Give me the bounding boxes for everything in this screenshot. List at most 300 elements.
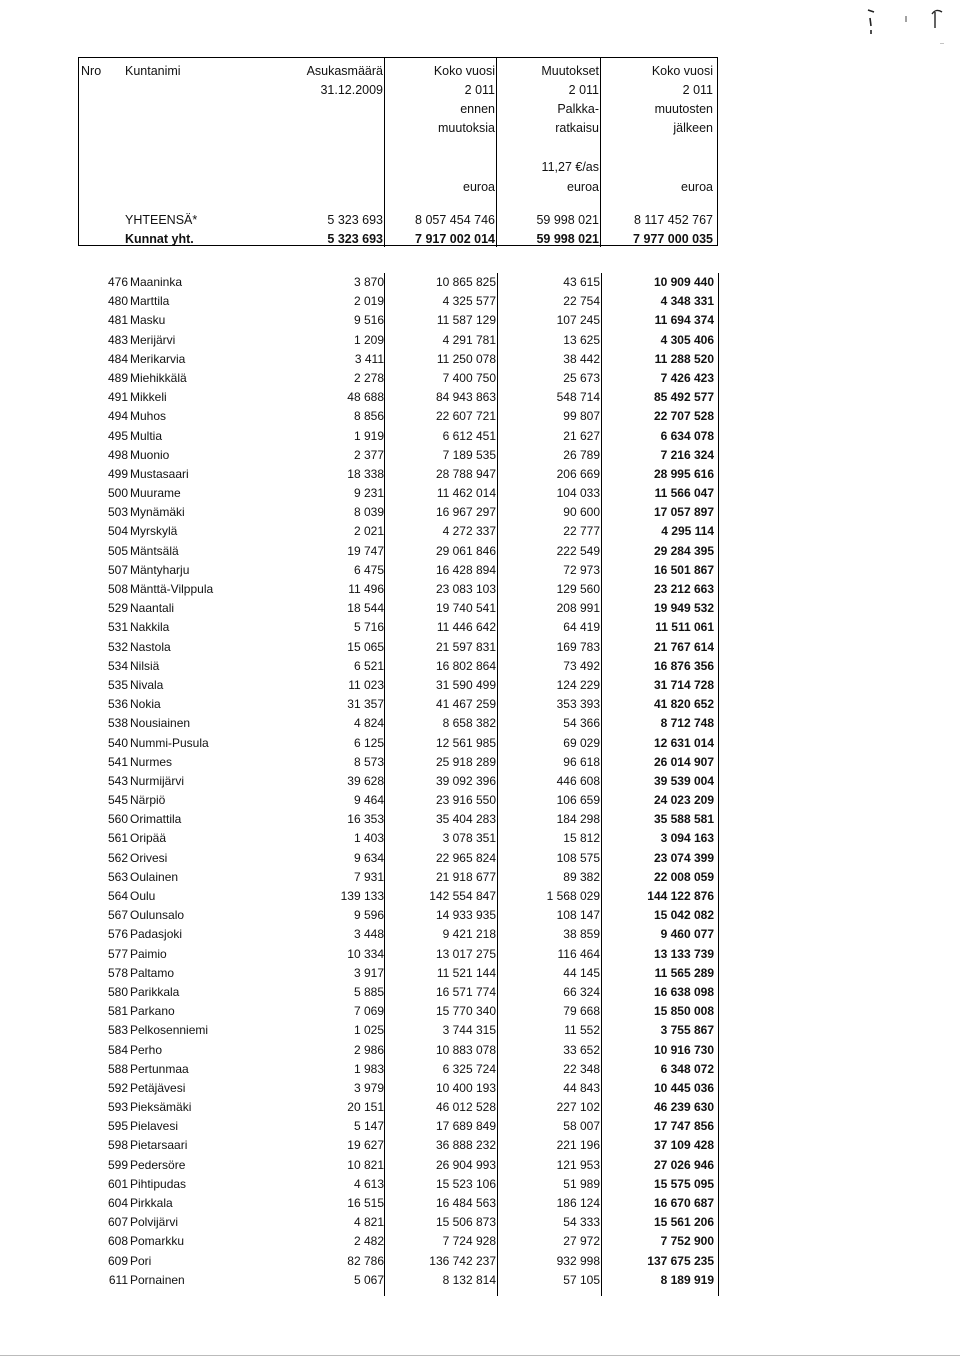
change-cell: 169 783 <box>556 639 600 654</box>
header-after-line3: muutosten <box>654 102 713 116</box>
header-after-line1: Koko vuosi <box>651 64 713 78</box>
population-cell: 2 021 <box>353 524 384 539</box>
amount-after-cell: 16 876 356 <box>653 658 714 673</box>
municipality-number: 534 <box>107 658 128 673</box>
amount-before-cell: 3 744 315 <box>442 1023 496 1038</box>
amount-after-cell: 85 492 577 <box>653 390 714 405</box>
municipality-name: Marttila <box>130 294 170 309</box>
change-cell: 25 673 <box>563 370 600 385</box>
header-koko-unit: euroa <box>463 180 495 194</box>
population-cell: 18 338 <box>347 466 384 481</box>
change-cell: 44 145 <box>563 965 600 980</box>
table-row <box>78 638 718 657</box>
table-row <box>78 791 718 810</box>
table-row <box>78 273 718 292</box>
change-cell: 108 147 <box>556 908 600 923</box>
change-cell: 38 859 <box>563 927 600 942</box>
municipality-name: Nastola <box>130 639 171 654</box>
population-cell: 1 209 <box>353 332 384 347</box>
amount-before-cell: 15 770 340 <box>435 1004 496 1019</box>
amount-before-cell: 10 883 078 <box>435 1042 496 1057</box>
municipality-name: Oulunsalo <box>130 908 185 923</box>
change-cell: 90 600 <box>563 505 600 520</box>
municipality-name: Merikarvia <box>130 351 186 366</box>
amount-after-cell: 21 767 614 <box>653 639 714 654</box>
table-row <box>78 925 718 944</box>
amount-after-cell: 41 820 652 <box>653 697 714 712</box>
table-row <box>78 868 718 887</box>
municipality-name: Polvijärvi <box>130 1215 179 1230</box>
amount-after-cell: 10 916 730 <box>653 1042 714 1057</box>
table-row <box>78 542 718 561</box>
population-cell: 31 357 <box>347 697 384 712</box>
header-asukasmaara: Asukasmäärä <box>306 64 383 78</box>
municipality-number: 535 <box>107 677 128 692</box>
amount-after-cell: 4 348 331 <box>660 294 714 309</box>
amount-after-cell: 4 305 406 <box>660 332 714 347</box>
population-cell: 6 475 <box>353 562 384 577</box>
population-cell: 5 067 <box>353 1272 384 1287</box>
change-cell: 11 552 <box>564 1023 600 1038</box>
municipality-number: 532 <box>107 639 128 654</box>
amount-after-cell: 24 023 209 <box>653 793 714 808</box>
change-cell: 116 464 <box>557 946 600 961</box>
amount-after-cell: 11 511 061 <box>655 620 714 635</box>
population-cell: 5 885 <box>353 984 384 999</box>
change-cell: 184 298 <box>556 812 600 827</box>
table-row <box>78 714 718 733</box>
change-cell: 227 102 <box>556 1100 600 1115</box>
header-after-line4: jälkeen <box>673 121 713 135</box>
municipality-number: 483 <box>107 332 128 347</box>
amount-after-cell: 7 426 423 <box>660 370 714 385</box>
municipality-number: 545 <box>107 793 128 808</box>
population-cell: 4 824 <box>353 716 384 731</box>
change-cell: 1 568 029 <box>546 889 600 903</box>
amount-before-cell: 8 132 814 <box>442 1272 496 1287</box>
municipality-name: Pertunmaa <box>130 1061 189 1076</box>
header-koko-line4: muutoksia <box>438 121 495 135</box>
population-cell: 39 628 <box>347 773 384 788</box>
municipality-name: Pielavesi <box>130 1119 179 1134</box>
amount-after-cell: 26 014 907 <box>653 754 714 769</box>
table-row <box>78 734 718 753</box>
change-cell: 43 615 <box>563 275 600 289</box>
amount-after-cell: 16 501 867 <box>653 562 714 577</box>
table-row <box>78 772 718 791</box>
totals-pop: 5 323 693 <box>327 213 383 227</box>
amount-after-cell: 15 850 008 <box>653 1004 714 1019</box>
municipality-number: 567 <box>107 908 128 923</box>
population-cell: 139 133 <box>340 889 384 903</box>
amount-before-cell: 3 078 351 <box>442 831 496 846</box>
amount-after-cell: 16 670 687 <box>653 1196 714 1210</box>
population-cell: 9 634 <box>353 850 384 865</box>
population-cell: 10 821 <box>347 1157 384 1172</box>
header-col-rule <box>496 58 497 247</box>
amount-before-cell: 21 597 831 <box>435 639 496 654</box>
change-cell: 22 777 <box>563 524 600 539</box>
header-after-line2: 2 011 <box>682 83 713 97</box>
municipality-number: 563 <box>107 869 128 884</box>
population-cell: 5 147 <box>353 1119 384 1134</box>
change-cell: 66 324 <box>563 984 600 999</box>
table-row <box>78 484 718 503</box>
amount-after-cell: 15 561 206 <box>653 1215 714 1230</box>
municipality-number: 578 <box>107 965 128 980</box>
population-cell: 82 786 <box>347 1253 384 1268</box>
kunnat-before: 7 917 002 014 <box>415 232 495 246</box>
population-cell: 11 496 <box>348 582 384 596</box>
municipality-name: Mänttä-Vilppula <box>130 582 214 596</box>
table-row <box>78 580 718 599</box>
change-cell: 208 991 <box>556 601 600 616</box>
municipality-name: Pornainen <box>130 1272 185 1287</box>
change-cell: 932 998 <box>556 1253 600 1268</box>
change-cell: 206 669 <box>556 466 600 481</box>
municipality-number: 504 <box>107 524 128 539</box>
amount-after-cell: 39 539 004 <box>653 773 714 788</box>
totals-change: 59 998 021 <box>536 213 599 227</box>
amount-before-cell: 11 446 642 <box>436 620 496 635</box>
table-row <box>78 1194 718 1213</box>
header-col-rule <box>384 58 385 247</box>
municipality-number: 543 <box>107 773 128 788</box>
municipality-name: Perho <box>130 1042 163 1057</box>
table-row <box>78 407 718 426</box>
municipality-name: Parkano <box>130 1004 175 1019</box>
municipality-number: 508 <box>107 582 128 596</box>
amount-before-cell: 7 400 750 <box>442 370 496 385</box>
table-row <box>78 676 718 695</box>
amount-after-cell: 4 295 114 <box>661 524 714 539</box>
municipality-number: 541 <box>107 754 128 769</box>
amount-before-cell: 9 421 218 <box>442 927 496 942</box>
municipality-name: Myrskylä <box>130 524 178 539</box>
municipality-name: Pori <box>130 1253 152 1268</box>
totals-label: YHTEENSÄ* <box>125 213 198 227</box>
population-cell: 2 986 <box>353 1042 384 1057</box>
municipality-number: 593 <box>107 1100 128 1115</box>
table-row <box>78 1136 718 1155</box>
amount-before-cell: 23 083 103 <box>435 582 496 596</box>
change-cell: 548 714 <box>556 390 600 405</box>
population-cell: 1 919 <box>353 428 384 443</box>
amount-after-cell: 6 634 078 <box>660 428 714 443</box>
population-cell: 2 278 <box>353 370 384 385</box>
municipality-name: Merijärvi <box>130 332 176 347</box>
amount-before-cell: 28 788 947 <box>435 466 496 481</box>
municipality-number: 481 <box>107 313 128 328</box>
amount-after-cell: 11 566 047 <box>654 486 714 501</box>
amount-before-cell: 11 521 144 <box>436 965 496 980</box>
amount-before-cell: 46 012 528 <box>435 1100 496 1115</box>
change-cell: 21 627 <box>563 428 600 443</box>
amount-before-cell: 26 904 993 <box>435 1157 496 1172</box>
table-row <box>78 695 718 714</box>
population-cell: 5 716 <box>353 620 384 635</box>
amount-after-cell: 23 212 663 <box>653 582 714 596</box>
municipality-name: Pihtipudas <box>130 1176 187 1191</box>
population-cell: 6 521 <box>353 658 384 673</box>
amount-before-cell: 15 506 873 <box>435 1215 496 1230</box>
population-cell: 16 353 <box>347 812 384 827</box>
amount-before-cell: 15 523 106 <box>435 1176 496 1191</box>
table-row <box>78 311 718 330</box>
change-cell: 64 419 <box>563 620 600 635</box>
population-cell: 11 023 <box>348 677 384 692</box>
municipality-number: 588 <box>107 1061 128 1076</box>
amount-after-cell: 17 057 897 <box>653 505 714 520</box>
table-row <box>78 331 718 350</box>
municipality-number: 560 <box>107 812 128 827</box>
table-row <box>78 1213 718 1232</box>
header-col-rule <box>600 58 601 247</box>
change-cell: 57 105 <box>563 1272 600 1287</box>
municipality-number: 599 <box>107 1157 128 1172</box>
table-row <box>78 810 718 829</box>
amount-after-cell: 11 288 520 <box>654 351 714 366</box>
change-cell: 13 625 <box>563 332 600 347</box>
municipality-number: 577 <box>107 946 128 961</box>
amount-before-cell: 84 943 863 <box>435 390 496 405</box>
amount-before-cell: 4 291 781 <box>442 332 496 347</box>
population-cell: 19 747 <box>347 543 384 558</box>
amount-after-cell: 15 575 095 <box>653 1176 714 1191</box>
table-row <box>78 503 718 522</box>
municipality-name: Nivala <box>130 677 164 692</box>
population-cell: 1 983 <box>353 1061 384 1076</box>
header-koko-line1: Koko vuosi <box>433 64 495 78</box>
table-row <box>78 1098 718 1117</box>
amount-after-cell: 15 042 082 <box>653 908 714 923</box>
table-row <box>78 1021 718 1040</box>
municipality-name: Oulu <box>130 889 156 903</box>
population-cell: 19 627 <box>347 1138 384 1153</box>
header-muutokset-rate: 11,27 €/as <box>541 160 599 174</box>
population-cell: 2 377 <box>353 447 384 462</box>
header-muutokset-line2: 2 011 <box>568 83 599 97</box>
amount-after-cell: 28 995 616 <box>653 466 714 481</box>
amount-before-cell: 22 607 721 <box>435 409 496 424</box>
header-kuntanimi: Kuntanimi <box>125 64 181 78</box>
municipality-name: Mikkeli <box>130 390 167 405</box>
table-row <box>78 369 718 388</box>
change-cell: 124 229 <box>556 677 600 692</box>
municipality-name: Paimio <box>130 946 167 961</box>
population-cell: 3 411 <box>354 351 384 366</box>
municipality-number: 608 <box>107 1234 128 1249</box>
amount-before-cell: 36 888 232 <box>435 1138 496 1153</box>
amount-after-cell: 7 752 900 <box>660 1234 714 1249</box>
amount-before-cell: 4 325 577 <box>442 294 496 309</box>
table-row <box>78 465 718 484</box>
amount-after-cell: 35 588 581 <box>653 812 714 827</box>
municipality-name: Pietarsaari <box>130 1138 188 1153</box>
table-row <box>78 1041 718 1060</box>
amount-before-cell: 11 462 014 <box>436 486 496 501</box>
amount-before-cell: 39 092 396 <box>435 773 496 788</box>
municipality-name: Orivesi <box>130 850 168 865</box>
amount-after-cell: 22 707 528 <box>653 409 714 424</box>
municipality-number: 476 <box>107 275 128 289</box>
change-cell: 106 659 <box>556 793 600 808</box>
amount-before-cell: 35 404 283 <box>435 812 496 827</box>
population-cell: 9 596 <box>353 908 384 923</box>
municipality-number: 584 <box>107 1042 128 1057</box>
change-cell: 38 442 <box>563 351 600 366</box>
municipality-name: Pirkkala <box>130 1196 173 1210</box>
table-row <box>78 350 718 369</box>
header-koko-line3: ennen <box>460 102 495 116</box>
population-cell: 9 516 <box>353 313 384 328</box>
amount-after-cell: 16 638 098 <box>653 984 714 999</box>
municipality-number: 495 <box>107 428 128 443</box>
municipality-number: 507 <box>107 562 128 577</box>
change-cell: 99 807 <box>563 409 600 424</box>
header-nro: Nro <box>81 64 102 78</box>
municipality-name: Masku <box>130 313 166 328</box>
amount-before-cell: 29 061 846 <box>435 543 496 558</box>
amount-after-cell: 13 133 739 <box>653 946 714 961</box>
municipality-number: 598 <box>107 1138 128 1153</box>
population-cell: 2 019 <box>353 294 384 309</box>
municipality-name: Parikkala <box>130 984 180 999</box>
population-cell: 3 979 <box>353 1080 384 1095</box>
amount-before-cell: 7 724 928 <box>442 1234 496 1249</box>
change-cell: 54 333 <box>563 1215 600 1230</box>
table-row <box>78 292 718 311</box>
population-cell: 6 125 <box>353 735 384 750</box>
amount-before-cell: 4 272 337 <box>442 524 496 539</box>
population-cell: 20 151 <box>347 1100 384 1115</box>
population-cell: 7 069 <box>353 1004 384 1019</box>
change-cell: 15 812 <box>563 831 600 846</box>
municipality-number: 491 <box>107 390 128 405</box>
change-cell: 26 789 <box>563 447 600 462</box>
change-cell: 58 007 <box>563 1119 600 1134</box>
municipality-name: Petäjävesi <box>130 1080 186 1095</box>
amount-before-cell: 10 400 193 <box>435 1080 496 1095</box>
municipality-name: Miehikkälä <box>130 370 187 385</box>
population-cell: 4 821 <box>353 1215 384 1230</box>
change-cell: 121 953 <box>556 1157 600 1172</box>
municipality-number: 503 <box>107 505 128 520</box>
amount-before-cell: 6 325 724 <box>442 1061 496 1076</box>
municipality-name: Mynämäki <box>130 505 185 520</box>
change-cell: 446 608 <box>556 773 600 788</box>
amount-after-cell: 29 284 395 <box>653 543 714 558</box>
change-cell: 353 393 <box>556 697 600 712</box>
population-cell: 3 448 <box>353 927 384 942</box>
amount-before-cell: 8 658 382 <box>442 716 496 731</box>
amount-after-cell: 22 008 059 <box>653 869 714 884</box>
amount-before-cell: 41 467 259 <box>435 697 496 712</box>
table-row <box>78 887 718 906</box>
population-cell: 10 334 <box>347 946 384 961</box>
amount-after-cell: 23 074 399 <box>653 850 714 865</box>
municipality-name: Pedersöre <box>130 1157 186 1172</box>
amount-before-cell: 142 554 847 <box>429 889 496 903</box>
amount-after-cell: 27 026 946 <box>653 1157 714 1172</box>
table-row <box>78 945 718 964</box>
municipality-name: Nousiainen <box>130 716 191 731</box>
municipality-table-body <box>78 273 718 1290</box>
amount-after-cell: 3 755 867 <box>660 1023 714 1038</box>
header-muutokset-line3: Palkka- <box>557 102 599 116</box>
amount-after-cell: 11 565 289 <box>654 965 714 980</box>
table-row <box>78 388 718 407</box>
population-cell: 7 931 <box>353 869 384 884</box>
amount-after-cell: 17 747 856 <box>653 1119 714 1134</box>
amount-before-cell: 25 918 289 <box>435 754 496 769</box>
amount-after-cell: 11 694 374 <box>654 313 714 328</box>
municipality-number: 562 <box>107 850 128 865</box>
table-row <box>78 849 718 868</box>
municipality-name: Orimattila <box>130 812 182 827</box>
kunnat-change: 59 998 021 <box>536 232 599 246</box>
amount-before-cell: 31 590 499 <box>435 677 496 692</box>
amount-before-cell: 136 742 237 <box>429 1253 496 1268</box>
amount-after-cell: 6 348 072 <box>660 1061 714 1076</box>
table-row <box>78 657 718 676</box>
header-asukas-date: 31.12.2009 <box>320 83 383 97</box>
municipality-number: 592 <box>107 1080 128 1095</box>
municipality-name: Mustasaari <box>130 466 189 481</box>
change-cell: 221 196 <box>556 1138 600 1153</box>
change-cell: 44 843 <box>563 1080 600 1095</box>
municipality-number: 564 <box>107 889 128 903</box>
amount-before-cell: 19 740 541 <box>435 601 496 616</box>
table-row <box>78 964 718 983</box>
municipality-number: 595 <box>107 1119 128 1134</box>
municipality-name: Nummi-Pusula <box>130 735 209 750</box>
amount-after-cell: 10 909 440 <box>653 275 714 289</box>
change-cell: 89 382 <box>563 869 600 884</box>
amount-before-cell: 17 689 849 <box>435 1119 496 1134</box>
population-cell: 16 515 <box>347 1196 384 1210</box>
table-row <box>78 1117 718 1136</box>
amount-after-cell: 31 714 728 <box>653 677 714 692</box>
change-cell: 96 618 <box>563 754 600 769</box>
municipality-number: 611 <box>108 1272 128 1287</box>
amount-after-cell: 3 094 163 <box>660 831 714 846</box>
table-row <box>78 1060 718 1079</box>
table-row <box>78 618 718 637</box>
population-cell: 1 025 <box>353 1023 384 1038</box>
municipality-name: Naantali <box>130 601 175 616</box>
municipality-number: 601 <box>107 1176 128 1191</box>
scan-marks <box>860 4 950 44</box>
body-col-rule <box>718 273 719 1296</box>
population-cell: 8 039 <box>353 505 384 520</box>
table-row <box>78 1156 718 1175</box>
amount-after-cell: 19 949 532 <box>653 601 714 616</box>
table-row <box>78 522 718 541</box>
municipality-number: 484 <box>107 351 128 366</box>
municipality-name: Nurmijärvi <box>130 773 184 788</box>
amount-before-cell: 10 865 825 <box>435 275 496 289</box>
table-row <box>78 561 718 580</box>
change-cell: 54 366 <box>563 716 600 731</box>
change-cell: 129 560 <box>556 582 600 596</box>
table-row <box>78 983 718 1002</box>
municipality-number: 499 <box>107 466 128 481</box>
municipality-number: 604 <box>107 1196 128 1210</box>
table-row <box>78 1232 718 1251</box>
amount-after-cell: 37 109 428 <box>653 1138 714 1153</box>
change-cell: 33 652 <box>563 1042 600 1057</box>
